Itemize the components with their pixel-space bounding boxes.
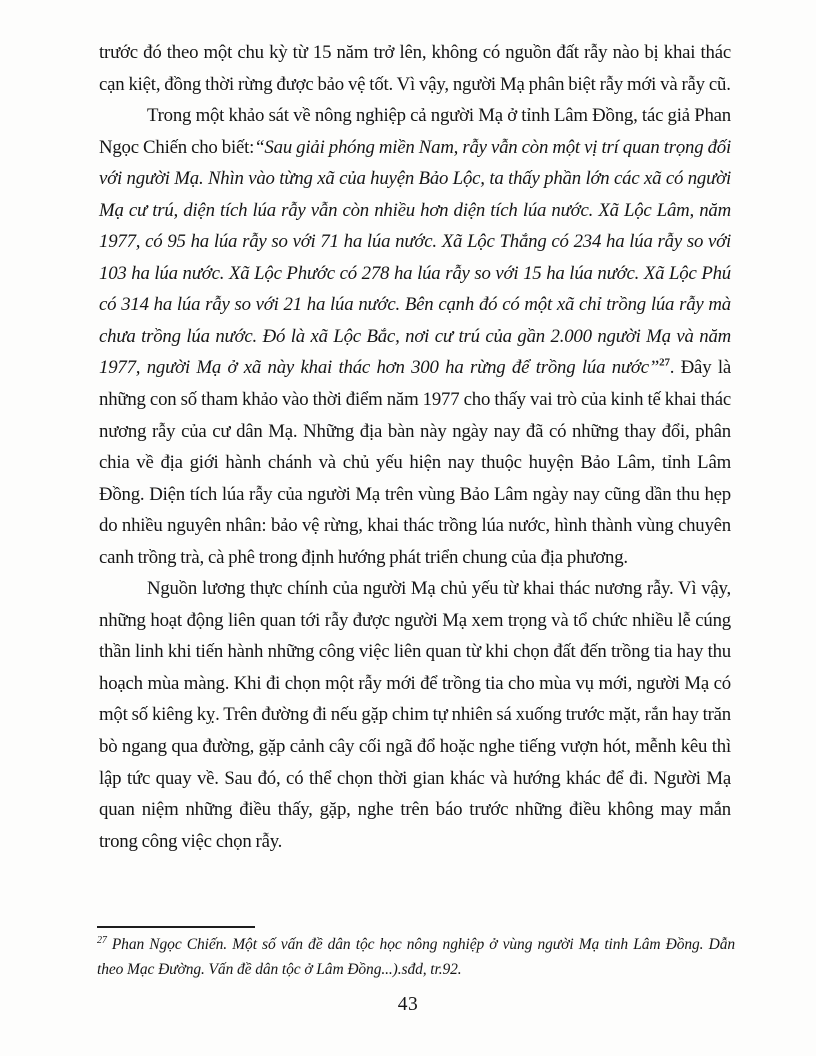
body-text <box>99 37 731 857</box>
footnote-separator <box>97 926 255 928</box>
footnote-text: Phan Ngọc Chiến. Một số vấn đề dân tộc học nông nghiệp ở vùng người Mạ tinh Lâm Đồng. Dẫn theo Mạc Đường. Vấn đề dân tộc ở Lâm Đồng...).sđd, tr.92. <box>97 936 735 978</box>
page-number: 43 <box>397 994 419 1015</box>
text-run: “Sau giải phóng miền Nam, rẫy vẫn còn một vị trí quan trọng đối với người Mạ. Nhìn vào từng xã của huyện Bảo Lộc, ta thấy phần lớn các xã có người Mạ cư trú, diện tích lúa rẫy vẫn còn nhiều hơn diện tích lúa nước. Xã Lộc Lâm, năm 1977, có 95 ha lúa rẫy so với 71 ha lúa nước. Xã Lộc Thắng có 234 ha lúa rẫy so với 103 ha lúa nước. Xã Lộc Phước có 278 ha lúa rẫy so với 15 ha lúa nước. Xã Lộc Phú có 314 ha lúa rẫy so với 21 ha lúa nước. Bên cạnh đó có một xã chỉ trồng lúa rẫy mà chưa trồng lúa nước. Đó là xã Lộc Bắc, nơi cư trú của gần 2.000 người Mạ và năm 1977, người Mạ ở xã này khai thác hơn 300 ha rừng để trồng lúa nước” <box>99 136 731 379</box>
text-run: Trong một khảo sát về nông nghiệp cả người Mạ ở tỉnh Lâm Đồng, tác giả Phan Ngọc Chiến cho biết: <box>99 105 731 158</box>
paragraph <box>99 573 731 857</box>
text-run: trước đó theo một chu kỳ từ 15 năm trở lên, không có nguồn đất rẫy nào bị khai thác cạn kiệt, đồng thời rừng được bảo vệ tốt. Vì vậy, người Mạ phân biệt rẫy mới và rẫy cũ. <box>99 42 731 95</box>
paragraph <box>99 37 731 100</box>
footnote-entry <box>97 933 735 982</box>
footnote-marker: 27 <box>97 934 107 946</box>
text-run: . Đây là những con số tham khảo vào thời điểm năm 1977 cho thấy vai trò của kinh tế khai thác nương rẫy của cư dân Mạ. Những địa bàn này ngày nay đã có những thay đổi, phân chia về địa giới hành chánh và chủ yếu hiện nay thuộc huyện Bảo Lâm, tỉnh Lâm Đồng. Diện tích lúa rẫy của người Mạ trên vùng Bảo Lâm ngày nay cũng dần thu hẹp do nhiều nguyên nhân: bảo vệ rừng, khai thác trồng lúa nước, hình thành vùng chuyên canh trồng trà, cà phê trong định hướng phát triển chung của địa phương. <box>99 357 731 568</box>
footnote <box>97 933 735 982</box>
footnote-reference: 27 <box>659 357 670 370</box>
text-run: Nguồn lương thực chính của người Mạ chủ yếu từ khai thác nương rẫy. Vì vậy, những hoạt động liên quan tới rẫy được người Mạ xem trọng và tổ chức nhiều lễ cúng thần linh khi tiến hành những công việc liên quan từ khi chọn đất đến trồng tia hay thu hoạch mùa màng. Khi đi chọn một rẫy mới để trồng tia cho mùa vụ mới, người Mạ có một số kiêng kỵ. Trên đường đi nếu gặp chim tự nhiên sá xuống trước mặt, rắn hay trăn bò ngang qua đường, gặp cảnh cây cối ngã đổ hoặc nghe tiếng vượn hót, mễnh kêu thì lập tức quay về. Sau đó, có thể chọn thời gian khác và hướng khác để đi. Người Mạ quan niệm những điều thấy, gặp, nghe trên báo trước những điều không may mắn trong công việc chọn rẫy. <box>99 578 731 852</box>
paragraph <box>99 100 731 573</box>
